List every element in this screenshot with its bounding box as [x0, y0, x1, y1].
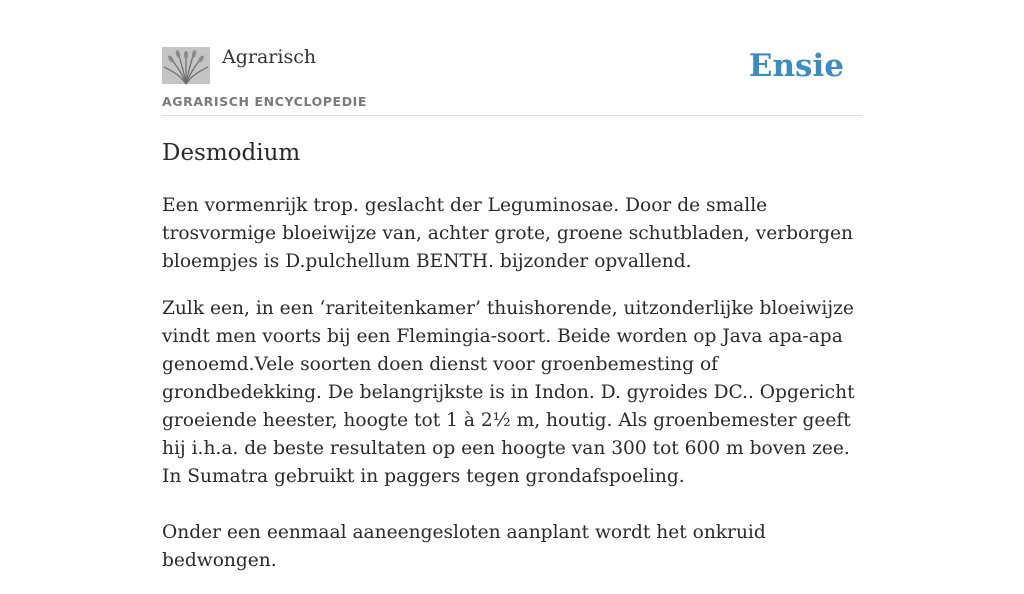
page-title: Desmodium	[162, 140, 301, 166]
brand-logo-link[interactable]: Ensie	[748, 48, 844, 84]
wheat-icon	[162, 47, 210, 84]
paragraph: Onder een eenmaal aaneengesloten aanplant wordt het onkruid bedwongen.	[162, 522, 766, 571]
paragraph: Zulk een, in een ‘rariteitenkamer’ thuishorende, uitzonderlijke bloeiwijze vindt men voorts bij een Flemingia-soort. Beide worden op Java apa-apa genoemd.Vele soorten doen dienst voor groenbemesting of grondbedekking. De belangrijkste is in Indon. D. gyroides DC.. Opgericht groeiende heester, hoogte tot 1 à 2½ m, houtig. Als groenbemester geeft hij i.h.a. de beste resultaten op een hoogte van 300 tot 600 m boven zee. In Sumatra gebruikt in paggers tegen grondafspoeling.	[162, 298, 855, 487]
site-logo[interactable]	[162, 47, 210, 84]
paragraph: Een vormenrijk trop. geslacht der Leguminosae. Door de smalle trosvormige bloeiwijze van, achter grote, groene schutbladen, verborgen bloempjes is D.pulchellum BENTH. bijzonder opvallend.	[162, 195, 853, 272]
site-header	[162, 44, 862, 116]
site-name[interactable]: Agrarisch	[222, 46, 317, 68]
article-body	[162, 192, 862, 594]
site-subtitle: AGRARISCH ENCYCLOPEDIE	[162, 94, 368, 109]
